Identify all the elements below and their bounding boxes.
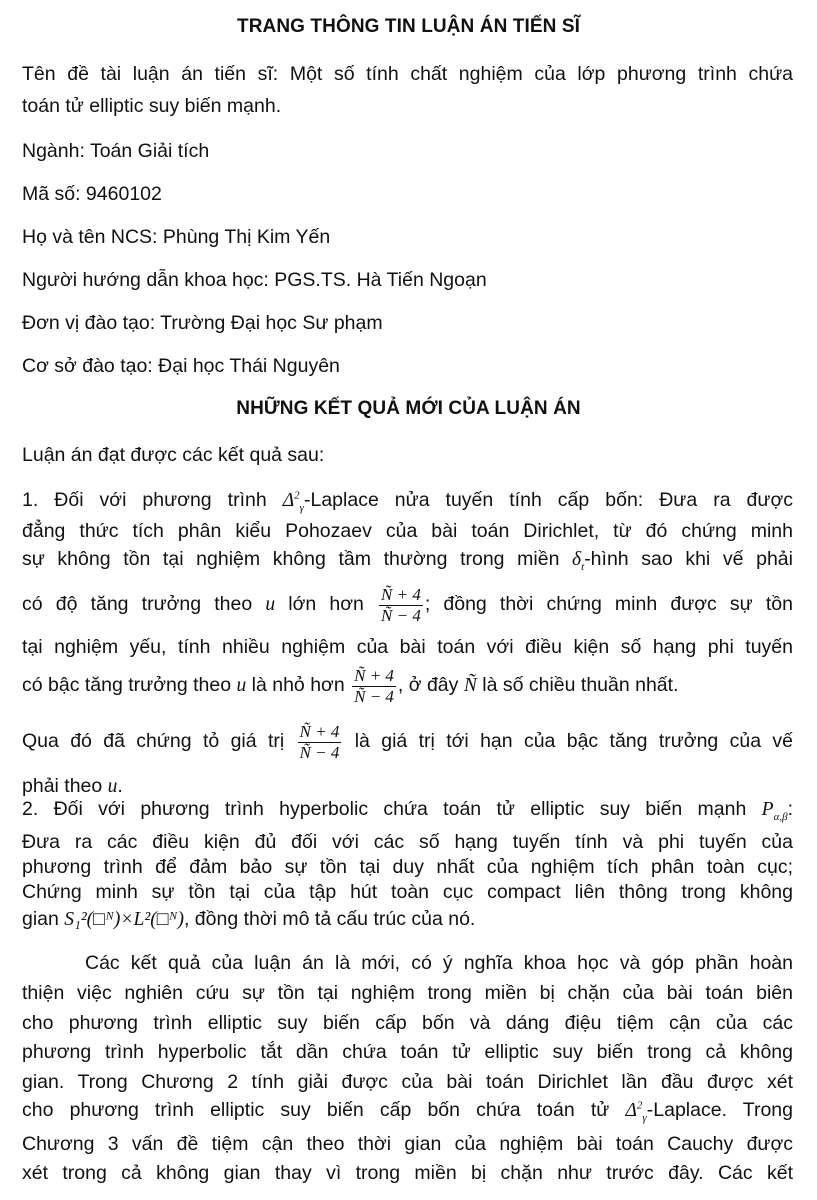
conclusion-line-6: cho phương trình elliptic suy biến cấp bốn chứa toán tử $\Delta^2_\gamma$-Laplace. Trong (22, 1099, 793, 1124)
item1-line-6: có bậc tăng trưởng theo u là nhỏ hơn $\frac{Ñ + 4}{Ñ - 4}$ , ở đây Ñ là số chiều thuần nhất. (22, 666, 679, 706)
item1-line-5: tại nghiệm yếu, tính nhiều nghiệm của bài toán với điều kiện số hạng phi tuyến (22, 636, 793, 658)
u-symbol: u (236, 675, 247, 697)
u-symbol: u (107, 776, 118, 797)
conclusion-line-7: Chương 3 vấn đề tiệm cận theo thời gian của nghiệm bài toán Cauchy được (22, 1133, 793, 1155)
delta-gamma-symbol: $\Delta^2_\gamma$ (625, 1099, 647, 1124)
item1-line-2: đẳng thức tích phân kiểu Pohozaev của bài toán Dirichlet, từ đó chứng minh (22, 520, 793, 542)
supervisor-line: Người hướng dẫn khoa học: PGS.TS. Hà Tiến Ngoạn (22, 269, 487, 291)
item2-line-2: Đưa ra các điều kiện đủ đối với các số hạng tuyến tính và phi tuyến của (22, 831, 793, 853)
code-line: Mã số: 9460102 (22, 183, 162, 205)
critical-exponent-fraction: $\frac{Ñ + 4}{Ñ - 4}$ (354, 666, 394, 706)
function-space-symbol: S₁²(□ᴺ)×L²(□ᴺ) (64, 909, 184, 930)
conclusion-line-3: cho phương trình elliptic suy biến cấp bốn và dáng điệu tiệm cận của các (22, 1012, 793, 1034)
institution-line: Cơ sở đào tạo: Đại học Thái Nguyên (22, 355, 340, 377)
delta-t-symbol: $\delta_t$ (572, 549, 585, 573)
critical-exponent-fraction: $\frac{Ñ + 4}{Ñ - 4}$ (381, 585, 421, 625)
conclusion-line-5: gian. Trong Chương 2 tính giải được của bài toán Dirichlet lần đầu được xét (22, 1071, 793, 1093)
conclusion-line-4: phương trình hyperbolic tắt dần chứa toán tử elliptic suy biến trong cả không (22, 1041, 793, 1063)
topic-line-1: Tên đề tài luận án tiến sĩ: Một số tính chất nghiệm của lớp phương trình chứa (22, 63, 793, 85)
homogeneous-dimension-symbol: Ñ (463, 675, 477, 697)
conclusion-line-2: thiện việc nghiên cứu sự tồn tại nghiệm trong miền bị chặn của bài toán biên (22, 982, 793, 1004)
item1-line-1: 1. Đối với phương trình $\Delta^2_\gamma$-Laplace nửa tuyến tính cấp bốn: Đưa ra được (22, 489, 793, 514)
u-symbol: u (265, 594, 276, 616)
item2-line-1: 2. Đối với phương trình hyperbolic chứa toán tử elliptic suy biến mạnh $P_{\alpha,\beta}$: (22, 798, 793, 823)
item1-line-8: phải theo u. (22, 775, 123, 797)
delta-gamma-symbol: $\Delta^2_\gamma$ (282, 489, 304, 514)
critical-exponent-fraction: $\frac{Ñ + 4}{Ñ - 4}$ (299, 722, 340, 762)
unit-line: Đơn vị đào tạo: Trường Đại học Sư phạm (22, 312, 383, 334)
results-title: NHỮNG KẾT QUẢ MỚI CỦA LUẬN ÁN (236, 398, 581, 419)
conclusion-line-1: Các kết quả của luận án là mới, có ý nghĩa khoa học và góp phần hoàn (85, 952, 793, 974)
student-line: Họ và tên NCS: Phùng Thị Kim Yến (22, 226, 331, 248)
item2-line-3: phương trình để đảm bảo sự tồn tại duy nhất của nghiệm tích phân toàn cục; (22, 856, 793, 878)
item1-line-4: có độ tăng trưởng theo u lớn hơn $\frac{Ñ + 4}{Ñ - 4}$ ; đồng thời chứng minh được sự tồn (22, 585, 793, 625)
item2-line-5: gian S₁²(□ᴺ)×L²(□ᴺ), đồng thời mô tả cấu trúc của nó. (22, 908, 476, 930)
item1-line-7: Qua đó đã chứng tỏ giá trị $\frac{Ñ + 4}{Ñ - 4}$ là giá trị tới hạn của bậc tăng trưởng của vế (22, 722, 794, 762)
major-line: Ngành: Toán Giải tích (22, 140, 210, 162)
topic-line-2: toán tử elliptic suy biến mạnh. (22, 95, 282, 117)
operator-p-symbol: $P_{\alpha,\beta}$ (761, 799, 788, 823)
conclusion-line-8: xét trong cả không gian thay vì trong miền bị chặn như trước đây. Các kết (22, 1162, 793, 1184)
page-title: TRANG THÔNG TIN LUẬN ÁN TIẾN SĨ (237, 16, 580, 37)
results-intro: Luận án đạt được các kết quả sau: (22, 444, 325, 466)
item2-line-4: Chứng minh sự tồn tại của tập hút toàn cục compact liên thông trong không (22, 881, 793, 903)
item1-line-3: sự không tồn tại nghiệm không tầm thường trong miền $\delta_t$-hình sao khi vế phải (22, 548, 793, 573)
